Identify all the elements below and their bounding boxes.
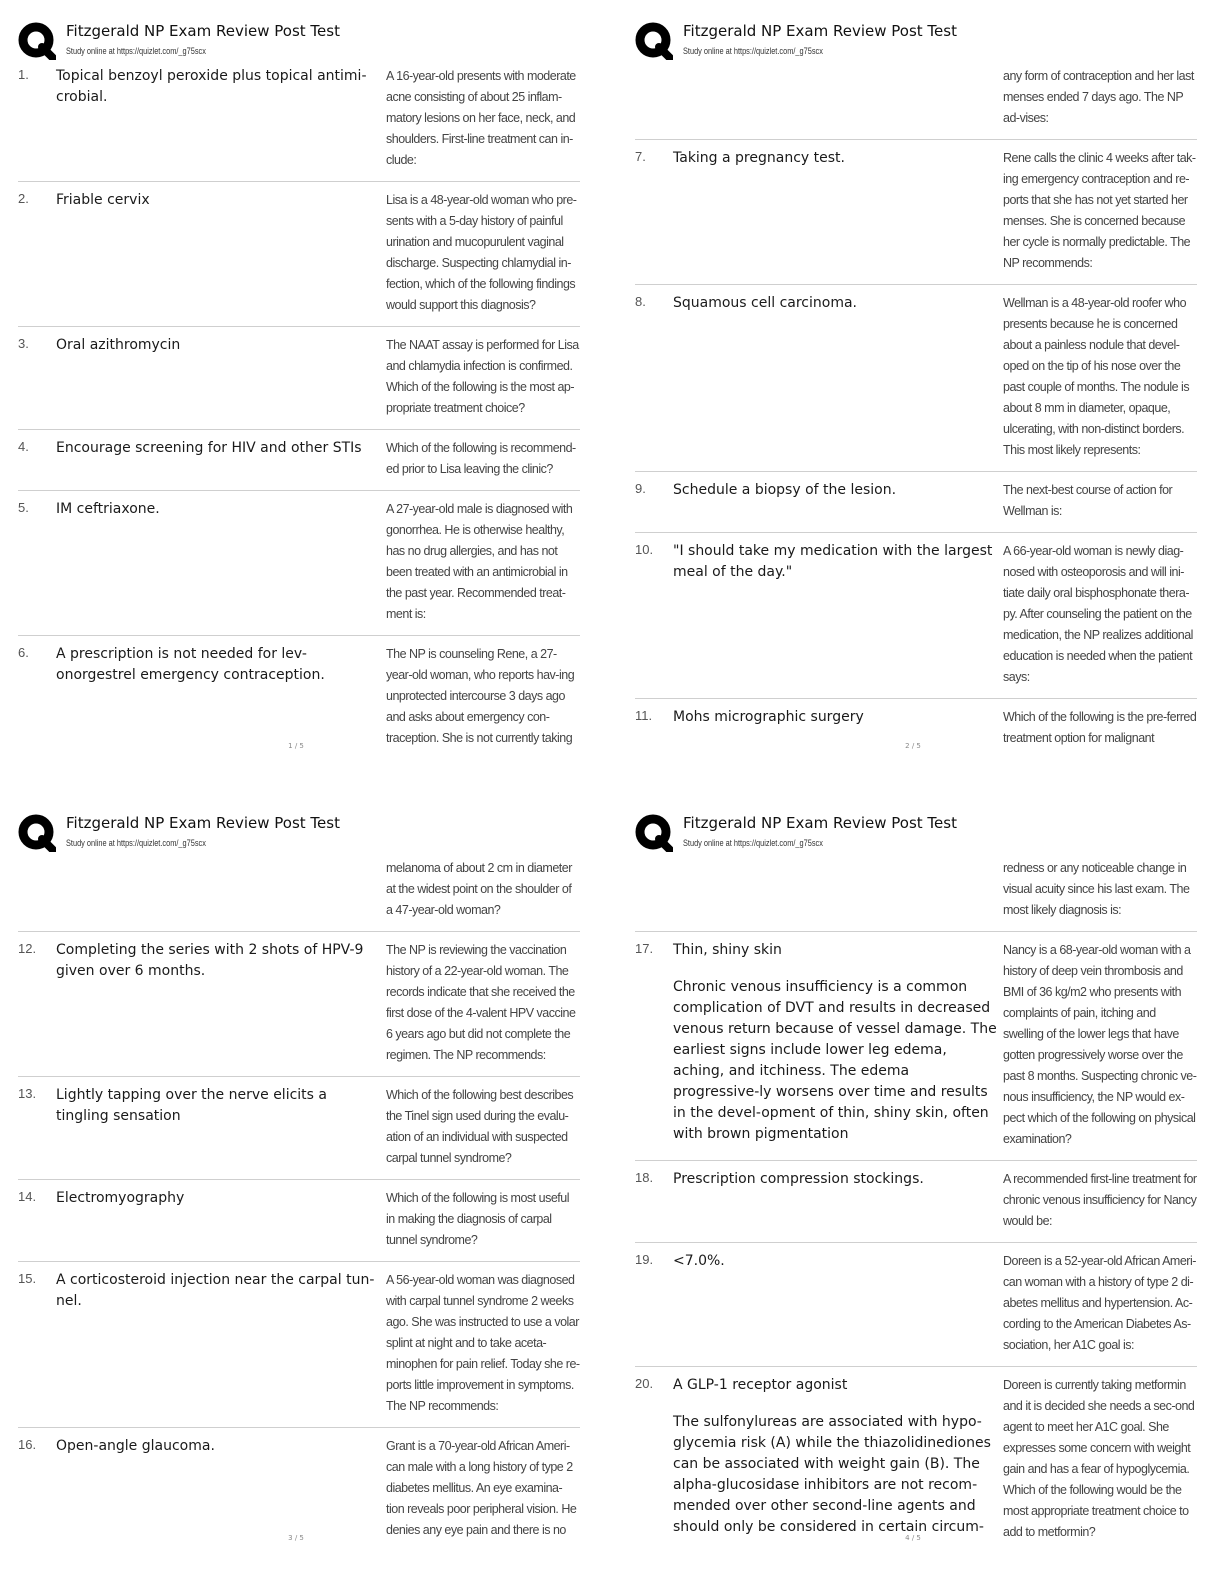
card-row xyxy=(18,326,580,429)
card-term xyxy=(673,1251,1003,1356)
quizlet-logo-icon xyxy=(635,814,673,852)
term-text: Friable cervix xyxy=(56,192,150,208)
card-number: 1. xyxy=(18,67,29,82)
card-term xyxy=(673,1375,1003,1543)
card-row xyxy=(18,181,580,326)
card-term xyxy=(56,190,386,316)
card-definition: A 56-year-old woman was diagnosed with carpal tunnel syndrome 2 weeks ago. She was instructed to use a volar splint at night and to take aceta-minophen for pain relief. Today she re-ports little improvement in symptoms. The NP recommends: xyxy=(386,1273,580,1413)
page-1 xyxy=(0,0,592,772)
term-text: Oral azithromycin xyxy=(56,337,181,353)
term-text: Electromyography xyxy=(56,1190,185,1206)
card-row xyxy=(635,284,1197,471)
card-term xyxy=(673,858,1003,921)
term-explanation: Chronic venous insufficiency is a common complication of DVT and results in decreased venous return because of vessel damage. The earliest signs include lower leg edema, aching, and itchiness. The edema progressive-ly worsens over time and results in the devel-opment of thin, shiny skin, often with brown pigmentation xyxy=(673,979,997,1142)
card-row xyxy=(18,1076,580,1179)
card-term xyxy=(673,480,1003,522)
card-number: 4. xyxy=(18,439,29,454)
card-number: 19. xyxy=(635,1252,654,1267)
card-definition: A 27-year-old male is diagnosed with gonorrhea. He is otherwise healthy, has no drug allergies, and has not been treated with an antimicrobial in the past year. Recommended treat-ment is: xyxy=(386,502,573,621)
card-number: 20. xyxy=(635,1376,654,1391)
set-title: Fitzgerald NP Exam Review Post Test xyxy=(683,814,957,832)
card-row xyxy=(18,931,580,1076)
card-list xyxy=(635,854,1197,1553)
card-definition: Nancy is a 68-year-old woman with a history of deep vein thrombosis and BMI of 36 kg/m2 who presents with complaints of pain, itching and swelling of the lower legs that have gotten progressively worse over the past 8 months. Suspecting chronic ve-nous insufficiency, the NP would ex-pect which of the following on physical examination? xyxy=(1003,943,1197,1146)
card-definition: A 66-year-old woman is newly diag-nosed with osteoporosis and will ini-tiate daily oral bisphosphonate thera-py. After counseling the patient on the medication, the NP realizes additional education is needed when the patient says: xyxy=(1003,544,1193,684)
card-term xyxy=(56,335,386,419)
card-number xyxy=(18,858,56,921)
page-2 xyxy=(617,0,1209,772)
card-term xyxy=(673,66,1003,129)
card-definition: Which of the following is most useful in making the diagnosis of carpal tunnel syndrome? xyxy=(386,1191,569,1247)
card-term xyxy=(56,858,386,921)
card-term xyxy=(56,66,386,171)
card-term xyxy=(56,1270,386,1417)
card-row xyxy=(18,1261,580,1427)
card-row-continued xyxy=(635,62,1197,139)
quizlet-logo-icon xyxy=(18,22,56,60)
page-number: 4 / 5 xyxy=(905,1534,921,1542)
quizlet-logo-icon xyxy=(18,814,56,852)
card-term xyxy=(56,1436,386,1541)
card-row xyxy=(18,1427,580,1551)
card-definition: redness or any noticeable change in visual acuity since his last exam. The most likely diagnosis is: xyxy=(1003,861,1190,917)
card-definition: Which of the following is the pre-ferred treatment option for malignant xyxy=(1003,710,1197,745)
card-number: 13. xyxy=(18,1086,37,1101)
card-number: 8. xyxy=(635,294,646,309)
page-3 xyxy=(0,792,592,1564)
card-term xyxy=(673,148,1003,274)
card-definition: The next-best course of action for Wellman is: xyxy=(1003,483,1173,518)
set-url: Study online at https://quizlet.com/_g75scx xyxy=(66,46,206,56)
term-text: A corticosteroid injection near the carpal tun-nel. xyxy=(56,1272,375,1309)
card-definition: melanoma of about 2 cm in diameter at the widest point on the shoulder of a 47-year-old woman? xyxy=(386,861,572,917)
card-row xyxy=(635,1160,1197,1242)
set-url: Study online at https://quizlet.com/_g75scx xyxy=(66,838,206,848)
term-text: Encourage screening for HIV and other STIs xyxy=(56,440,362,456)
set-title: Fitzgerald NP Exam Review Post Test xyxy=(66,22,340,40)
card-row xyxy=(635,471,1197,532)
term-text: A prescription is not needed for lev-onorgestrel emergency contraception. xyxy=(56,646,325,683)
card-definition: Which of the following best describes the Tinel sign used during the evalu-ation of an individual with suspected carpal tunnel syndrome? xyxy=(386,1088,574,1165)
page-number: 3 / 5 xyxy=(288,1534,304,1542)
card-number: 14. xyxy=(18,1189,37,1204)
card-number: 15. xyxy=(18,1271,37,1286)
card-definition: The NAAT assay is performed for Lisa and chlamydia infection is confirmed. Which of the following is the most ap-propriate treatment choice? xyxy=(386,338,579,415)
term-text: Lightly tapping over the nerve elicits a tingling sensation xyxy=(56,1087,327,1124)
term-explanation: The sulfonylureas are associated with hypo-glycemia risk (A) while the thiazolidinediones can be associated with weight gain (B). The alpha-glucosidase inhibitors are not recom-mended over other second-line agents and should only be considered in certain circum- xyxy=(673,1414,991,1535)
page-number: 2 / 5 xyxy=(905,742,921,750)
term-text: Prescription compression stockings. xyxy=(673,1171,924,1187)
card-term xyxy=(56,499,386,625)
set-url: Study online at https://quizlet.com/_g75scx xyxy=(683,838,823,848)
card-list xyxy=(18,854,580,1551)
card-row xyxy=(18,635,580,759)
term-text: Mohs micrographic surgery xyxy=(673,709,864,725)
page-4 xyxy=(617,792,1209,1564)
term-text: Taking a pregnancy test. xyxy=(673,150,845,166)
card-number xyxy=(635,66,673,129)
card-term xyxy=(56,438,386,480)
card-definition: The NP is counseling Rene, a 27-year-old woman, who reports hav-ing unprotected intercourse 3 days ago and asks about emergency con-traception. She is not currently taking xyxy=(386,647,575,745)
card-term xyxy=(56,1085,386,1169)
card-row xyxy=(635,139,1197,284)
card-number: 12. xyxy=(18,941,37,956)
card-term xyxy=(673,541,1003,688)
term-text: Schedule a biopsy of the lesion. xyxy=(673,482,897,498)
set-title: Fitzgerald NP Exam Review Post Test xyxy=(66,814,340,832)
quizlet-logo-icon xyxy=(635,22,673,60)
card-definition: Wellman is a 48-year-old roofer who presents because he is concerned about a painless nodule that devel-oped on the tip of his nose over the past couple of months. The nodule is about 8 mm in diameter, opaque, ulcerating, with non-distinct borders. This most likely represents: xyxy=(1003,296,1190,457)
term-text: "I should take my medication with the largest meal of the day." xyxy=(673,543,993,580)
term-text: Squamous cell carcinoma. xyxy=(673,295,858,311)
card-definition: Grant is a 70-year-old African Ameri-can male with a long history of type 2 diabetes mellitus. An eye examina-tion reveals poor peripheral vision. He denies any eye pain and there is no xyxy=(386,1439,577,1537)
term-text: IM ceftriaxone. xyxy=(56,501,160,517)
card-row xyxy=(18,1179,580,1261)
card-number: 17. xyxy=(635,941,654,956)
card-number: 18. xyxy=(635,1170,654,1185)
page-number: 1 / 5 xyxy=(288,742,304,750)
card-number xyxy=(635,858,673,921)
set-title: Fitzgerald NP Exam Review Post Test xyxy=(683,22,957,40)
card-row xyxy=(18,490,580,635)
card-row xyxy=(635,1366,1197,1553)
card-definition: Lisa is a 48-year-old woman who pre-sents with a 5-day history of painful urination and mucopurulent vaginal discharge. Suspecting chlamydial in-fection, which of the following findings would support this diagnosis? xyxy=(386,193,577,312)
card-definition: Which of the following is recommend-ed prior to Lisa leaving the clinic? xyxy=(386,441,576,476)
card-number: 10. xyxy=(635,542,654,557)
card-term xyxy=(673,293,1003,461)
card-definition: any form of contraception and her last menses ended 7 days ago. The NP ad-vises: xyxy=(1003,69,1194,125)
card-definition: Rene calls the clinic 4 weeks after tak-ing emergency contraception and re-ports that she has not yet started her menses. She is concerned because her cycle is normally predictable. The NP recommends: xyxy=(1003,151,1196,270)
card-row xyxy=(635,931,1197,1160)
card-list xyxy=(18,62,580,759)
card-term xyxy=(673,1169,1003,1232)
card-number: 16. xyxy=(18,1437,37,1452)
term-text: Thin, shiny skin xyxy=(673,942,782,958)
card-number: 3. xyxy=(18,336,29,351)
card-definition: A recommended first-line treatment for chronic venous insufficiency for Nancy would be: xyxy=(1003,1172,1197,1228)
card-number: 2. xyxy=(18,191,29,206)
term-text: A GLP-1 receptor agonist xyxy=(673,1377,848,1393)
card-definition: Doreen is a 52-year-old African Ameri-can woman with a history of type 2 di-abetes mellitus and hypertension. Ac-cording to the American Diabetes As-sociation, her A1C goal is: xyxy=(1003,1254,1196,1352)
card-row xyxy=(635,532,1197,698)
term-text: Completing the series with 2 shots of HPV-9 given over 6 months. xyxy=(56,942,364,979)
card-row-continued xyxy=(18,854,580,931)
card-number: 5. xyxy=(18,500,29,515)
card-list xyxy=(635,62,1197,759)
term-text: Topical benzoyl peroxide plus topical antimi-crobial. xyxy=(56,68,367,105)
card-term xyxy=(56,940,386,1066)
card-row-continued xyxy=(635,854,1197,931)
card-definition: Doreen is currently taking metformin and it is decided she needs a sec-ond agent to meet her A1C goal. She expresses some concern with weight gain and has a fear of hypoglycemia. Which of the following would be the most appropriate treatment choice to add to metformin? xyxy=(1003,1378,1195,1539)
set-url: Study online at https://quizlet.com/_g75scx xyxy=(683,46,823,56)
card-term xyxy=(673,940,1003,1150)
term-text: <7.0%. xyxy=(673,1253,725,1269)
card-definition: The NP is reviewing the vaccination history of a 22-year-old woman. The records indicate that she received the first dose of the 4-valent HPV vaccine 6 years ago but did not complete the regimen. The NP recommends: xyxy=(386,943,576,1062)
card-row xyxy=(18,62,580,181)
card-number: 7. xyxy=(635,149,646,164)
card-number: 9. xyxy=(635,481,646,496)
card-row xyxy=(635,1242,1197,1366)
card-number: 6. xyxy=(18,645,29,660)
card-term xyxy=(56,1188,386,1251)
card-number: 11. xyxy=(635,708,653,723)
term-text: Open-angle glaucoma. xyxy=(56,1438,215,1454)
card-definition: A 16-year-old presents with moderate acne consisting of about 25 inflam-matory lesions on her face, neck, and shoulders. First-line treatment can in-clude: xyxy=(386,69,576,167)
card-row xyxy=(18,429,580,490)
card-term xyxy=(56,644,386,749)
